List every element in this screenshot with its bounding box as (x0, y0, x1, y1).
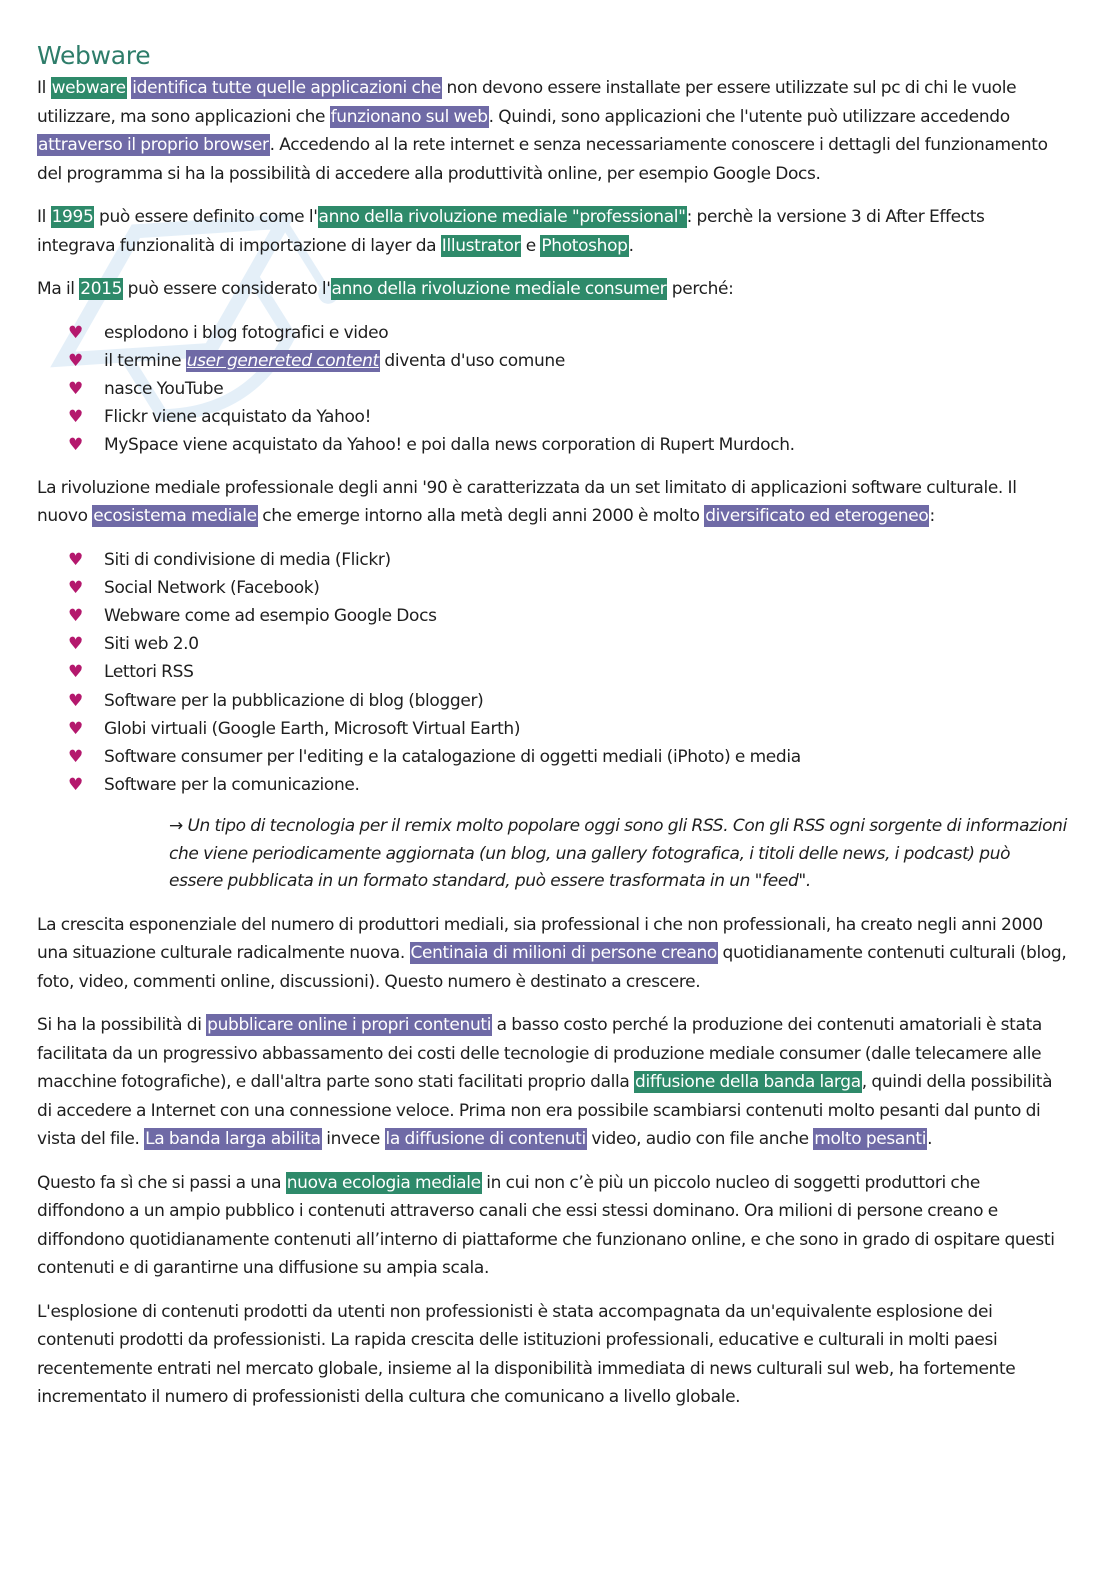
heart-bullet-icon: ♥ (68, 549, 83, 570)
heart-bullet-icon: ♥ (68, 350, 83, 371)
highlight: molto pesanti (814, 1129, 927, 1150)
paragraph-1995: Il 1995 può essere definito come l'anno della rivoluzione mediale "professional": perchè la versione 3 di After Effects integrava funzionalità di importazione di layer da Illustrator e Photoshop. (37, 207, 985, 256)
list-item: ♥ MySpace viene acquistato da Yahoo! e poi dalla news corporation di Rupert Murdoch. (37, 431, 1067, 459)
highlight: nuova ecologia mediale (286, 1172, 481, 1193)
heart-bullet-icon: ♥ (68, 378, 83, 399)
heart-bullet-icon: ♥ (68, 718, 83, 739)
heart-bullet-icon: ♥ (68, 690, 83, 711)
list-item: ♥ Software consumer per l'editing e la catalogazione di oggetti mediali (iPhoto) e media (37, 743, 1067, 771)
arrow-right-icon: → (169, 816, 183, 837)
highlight: anno della rivoluzione mediale consumer (331, 279, 667, 299)
paragraph-broadband: Si ha la possibilità di pubblicare online i propri contenuti a basso costo perché la produzione dei contenuti amatoriali è stata facilitata da un progressivo abbassamento dei costi delle tecnologie di produzione mediale consumer (dalle telecamere alle macchine fotografiche), e dall'altra parte sono stati facilitati proprio dalla diffusione della banda larga, quindi della possibilità di accedere a Internet con una connessione veloce. Prima non era possibile scambiarsi contenuti molto pesanti dal punto di vista del file. La banda larga abilita invece la diffusione di contenuti video, audio con file anche molto pesanti. (37, 1015, 1053, 1150)
highlight: diversificato ed eterogeneo (705, 506, 929, 527)
paragraph-2015: Ma il 2015 può essere considerato l'anno della rivoluzione mediale consumer perché: (37, 279, 734, 299)
list-item: ♥ Globi virtuali (Google Earth, Microsoft Virtual Earth) (37, 715, 1067, 743)
paragraph-webware-definition: Il webware identifica tutte quelle applicazioni che non devono essere installate per essere utilizzate sul pc di chi le vuole utilizzare, ma sono applicazioni che funzionano sul web. Quindi, sono applicazioni che l'utente può utilizzare accedendo attraverso il proprio browser. Accedendo al la rete internet e senza necessariamente conoscere i dettagli del funzionamento del programma si ha la possibilità di accedere alla produttività online, per esempio Google Docs. (37, 78, 1048, 184)
ecosystem-list (37, 546, 1067, 800)
list-item: ♥ Webware come ad esempio Google Docs (37, 602, 1067, 630)
user-generated-content-link[interactable]: user genereted content (186, 350, 379, 371)
highlight: 1995 (51, 207, 94, 227)
list-item: ♥ Siti web 2.0 (37, 630, 1067, 658)
highlight: webware (51, 78, 126, 98)
list-item: ♥ Siti di condivisione di media (Flickr) (37, 546, 1067, 574)
highlight: Photoshop (541, 235, 628, 256)
paragraph-media-ecosystem: La rivoluzione mediale professionale degli anni '90 è caratterizzata da un set limitato di applicazioni software culturale. Il nuovo ecosistema mediale che emerge intorno alla metà degli anni 2000 è molto diversificato ed eterogeneo: (37, 477, 1017, 527)
document-page (37, 36, 1067, 1427)
list-item: ♥ il termine user genereted content diventa d'uso comune (37, 347, 1067, 375)
list-item: ♥ Flickr viene acquistato da Yahoo! (37, 403, 1067, 431)
heart-bullet-icon: ♥ (68, 775, 83, 796)
heart-bullet-icon: ♥ (68, 322, 83, 343)
highlight: attraverso il proprio browser (38, 135, 269, 155)
paragraph-professional-content: L'esplosione di contenuti prodotti da utenti non professionisti è stata accompagnata da un'equivalente esplosione dei contenuti prodotti da professionisti. La rapida crescita delle istituzioni professionali, educative e culturali in molti paesi recentemente entrati nel mercato globale, insieme al la disponibilità immediata di news culturali sul web, ha fortemente incrementato il numero di professionisti della cultura che comunicano a livello globale. (37, 1301, 1016, 1408)
highlight: 2015 (80, 279, 123, 299)
paragraph-producers-growth: La crescita esponenziale del numero di produttori mediali, sia professional i che non professionali, ha creato negli anni 2000 una situazione culturale radicalmente nuova. Centinaia di milioni di persone creano quotidianamente contenuti culturali (blog, foto, video, commenti online, discussioni). Questo numero è destinato a crescere. (37, 914, 1067, 992)
highlight: anno della rivoluzione mediale "professional" (318, 207, 686, 227)
list-item: ♥ Social Network (Facebook) (37, 574, 1067, 602)
highlight: identifica tutte quelle applicazioni che (132, 78, 441, 98)
highlight: diffusione della banda larga (635, 1072, 861, 1093)
heart-bullet-icon: ♥ (68, 634, 83, 655)
heart-bullet-icon: ♥ (68, 662, 83, 683)
list-item: ♥ nasce YouTube (37, 375, 1067, 403)
heart-bullet-icon: ♥ (68, 605, 83, 626)
list-item: ♥ Lettori RSS (37, 658, 1067, 686)
page-title: Webware (37, 41, 151, 70)
heart-bullet-icon: ♥ (68, 435, 83, 456)
list-item: ♥ esplodono i blog fotografici e video (37, 319, 1067, 347)
list-item: ♥ Software per la pubblicazione di blog (blogger) (37, 687, 1067, 715)
highlight: pubblicare online i propri contenuti (207, 1015, 492, 1036)
highlight: Illustrator (441, 235, 521, 256)
heart-bullet-icon: ♥ (68, 577, 83, 598)
heart-bullet-icon: ♥ (68, 746, 83, 767)
highlight: La banda larga abilita (145, 1129, 321, 1150)
highlight: la diffusione di contenuti (385, 1129, 586, 1150)
heart-bullet-icon: ♥ (68, 407, 83, 428)
highlight: funzionano sul web (330, 106, 488, 127)
rss-note: → Un tipo di tecnologia per il remix molto popolare oggi sono gli RSS. Con gli RSS ogni sorgente di informazioni che viene periodicamente aggiornata (un blog, una gallery fotografica, i titoli delle news, i podcast) può essere pubblicata in un formato standard, può essere trasformata in un "feed". (169, 816, 1067, 892)
paragraph-media-ecology: Questo fa sì che si passi a una nuova ecologia mediale in cui non c’è più un piccolo nucleo di soggetti produttori che diffondono a un ampio pubblico i contenuti attraverso canali che essi stessi dominano. Ora milioni di persone creano e diffondono quotidianamente contenuti all’interno di piattaforme che funzionano online, e che sono in grado di ospitare questi contenuti e di garantirne una diffusione su ampia scala. (37, 1172, 1055, 1279)
highlight: Centinaia di milioni di persone creano (410, 943, 717, 964)
list-item: ♥ Software per la comunicazione. (37, 771, 1067, 799)
consumer-revolution-list (37, 319, 1067, 460)
highlight: ecosistema mediale (93, 506, 257, 527)
